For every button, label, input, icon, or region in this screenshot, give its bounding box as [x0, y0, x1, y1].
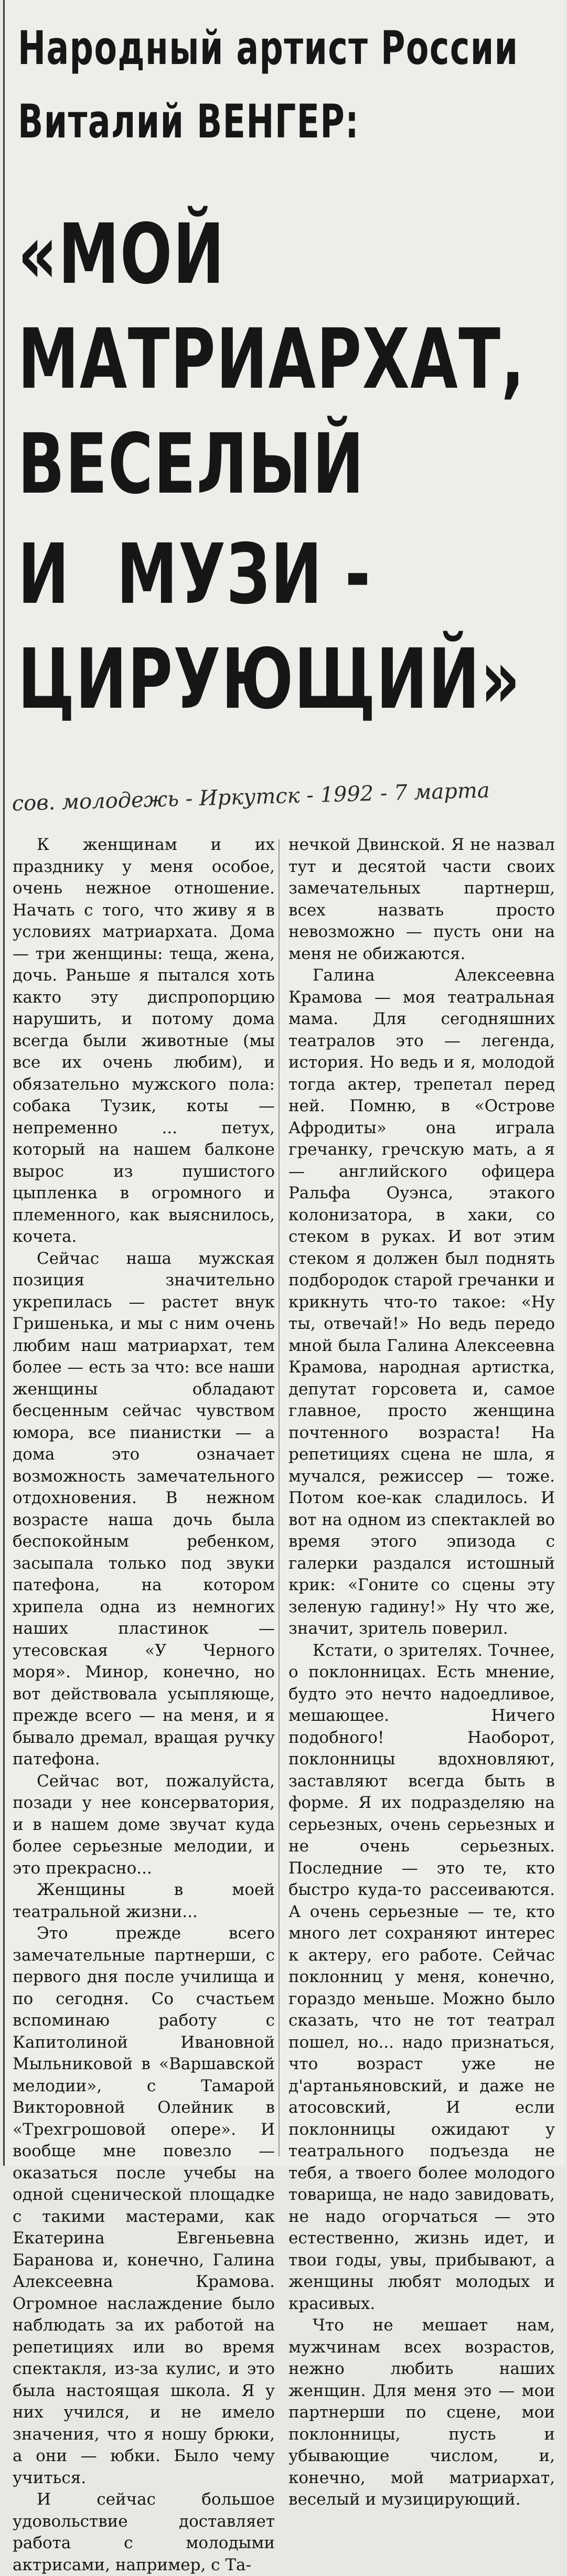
paragraph: Это прежде всего замечательные партнерши, с первого дня после училища и по сегодня. Со счастьем вспоминаю работу с Капитолиной Ивановной Мыльниковой в «Варшавской мелодии», с Тамарой Викторовной Олейник в «Трехгрошовой опере». И вообще мне повезло — оказаться после учебы на одной сценической площадке с такими мастерами, как Екатерина Евгеньевна Баранова и, конечно, Галина Алексеевна Крамова. Огромное наслаждение было наблюдать за их работой на репетициях или во время спектакля, из-за кулис, и это была настоящая школа. Я у них учился, и не имело значения, что я ношу брюки, а они — юбки. Было чему учиться. [13, 1924, 275, 2487]
paragraph: Что не мешает нам, мужчинам всех возрастов, нежно любить наших женщин. Для меня это — мои партнерши по сцене, мои поклонницы, пусть и убывающие числом, и, конечно, мой матриархат, веселый и музицирующий. [288, 2316, 555, 2509]
headline-line-3: ВЕСЕЛЫЙ [18, 416, 365, 513]
paragraph: И сейчас большое удовольствие доставляет работа с молодыми актрисами, например, с Та- [13, 2490, 275, 2574]
paragraph: Сейчас вот, пожалуйста, позади у нее консерватория, и в нашем доме звучат куда более серьезные мелодии, и это прекрасно... [13, 1771, 275, 1878]
headline-line-4 [18, 526, 371, 623]
paragraph: Галина Алексеевна Крамова — моя театральная мама. Для сегодняшних театралов это — легенда, история. Но ведь и я, молодой тогда актер, трепетал перед ней. Помню, в «Острове Афродиты» она играла гречанку, гречскую мать, а я — английского офицера Ральфа Оуэнса, этакого колонизатора, в хаки, со стеком в руках. И вот этим стеком я должен был поднять подбородок старой гречанки и крикнуть что-то такое: «Ну ты, отвечай!» Но ведь передо мной была Галина Алексеевна Крамова, народная артистка, депутат горсовета и, самое главное, просто женщина почтенного возраста! На репетициях сцена не шла, я мучался, режиссер — тоже. Потом кое-как сладилось. И вот на одном из спектаклей во время этого эпизода с галерки раздался истошный крик: «Гоните со сцены эту зеленую гадину!» Ну что же, значит, зритель поверил. [288, 966, 555, 1638]
handwritten-source-note: сов. молодежь - Иркутск - 1992 - 7 марта [12, 778, 490, 816]
kicker-line-1: Народный артист России [18, 21, 519, 75]
headline-line-4-word-2: МУЗИ - [116, 526, 371, 623]
paragraph-continued: нечкой Двинской. Я не назвал тут и десятой части своих замечательных партнерш, всех назвать просто невозможно — пусть они на меня не обижаются. [288, 835, 555, 963]
headline-line-1: «МОЙ [18, 206, 226, 303]
headline-line-5: ЦИРУЮЩИЙ» [18, 631, 521, 728]
paragraph: Кстати, о зрителях. Точнее, о поклонницах. Есть мнение, будто это нечто надоедливое, мешающее. Ничего подобного! Наоборот, поклонницы вдохновляют, заставляют всегда быть в форме. Я их подразделяю на серьезных, очень серьезных и не очень серьезных. Последние — это те, кто быстро куда-то рассеиваются. А очень серьезные — те, кто много лет сохраняют интерес к актеру, его работе. Сейчас поклонниц у меня, конечно, гораздо меньше. Можно было сказать, что не тот театрал пошел, но... надо признаться, что возраст уже не д'артаньяновский, и даже не атосовский, И если поклонницы ожидают у театрального подъезда не тебя, а твоего более молодого товарища, не надо завидовать, не надо огорчаться — это естественно, жизнь идет, и твои годы, увы, прибывают, а женщины любят молодых и красивых. [288, 1641, 555, 2313]
paragraph: Сейчас наша мужская позиция значительно укрепилась — растет внук Гришенька, и мы с ним очень любим наш матриархат, тем более — есть за что: все наши женщины обладают бесценным сейчас чувством юмора, все пианистки — а дома это означает возможность замечательного отдохновения. В нежном возрасте наша дочь была беспокойным ребенком, засыпала только под звуки патефона, на котором хрипела одна из немногих наших пластинок — утесовская «У Черного моря». Минор, конечно, но вот действовала усыпляюще, прежде всего — на меня, и я бывало дремал, вращая ручку патефона. [13, 1249, 275, 1769]
article-column-left [13, 834, 275, 2576]
paragraph: К женщинам и их празднику у меня особое, очень нежное отношение. Начать с того, что живу я в условиях матриархата. Дома — три женщины: теща, жена, дочь. Раньше я пытался хоть както эту диспропорцию нарушить, и потому дома всегда были животные (мы все их очень любим), и обязательно мужского пола: собака Тузик, коты — непременно ... петух, который на нашем балконе вырос из пушистого цыпленка в огромного и племенного, как выяснилось, кочета. [13, 835, 275, 1246]
headline-line-2: МАТРИАРХАТ, [18, 311, 526, 408]
paragraph: Женщины в моей театральной жизни... [13, 1880, 275, 1921]
article-column-right [288, 834, 555, 2511]
headline-line-4-word-1: И [18, 526, 70, 623]
kicker-line-2: Виталий ВЕНГЕР: [18, 94, 360, 148]
column-divider [279, 839, 280, 2156]
